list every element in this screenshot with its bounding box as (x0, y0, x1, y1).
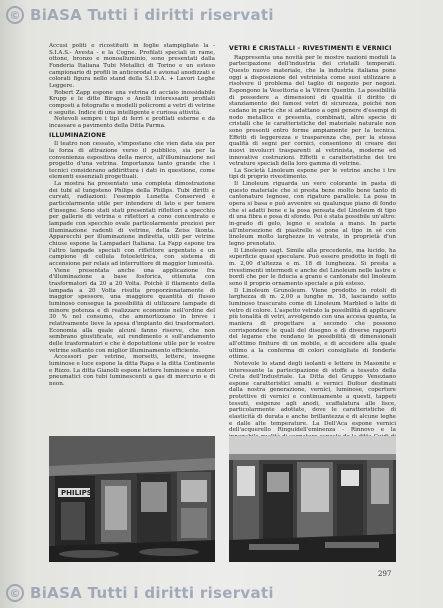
paragraph: Rappresenta una novità per le mostre nazioni moduli la partecipazione dell'industria dei cristalli temperati. Questo nuovo materiale, che la industria italiana pone oggi a disposizione del vetrinista come suoi utilizzare a risolvere il problema del taglio di negozio per negozi. Espongono la Vesettoria e la Vitrex Quentin. La possibilità di possedere a dimensioni di qualità il diritto di stanziamento dei famosi vetri di sicurezza, poiché non cadano in parte che si adattano a ogni genere d'esempi di nodo metallico e presenta, combinati, altre specie di cristalli che le caratteristiche del materiale naturale non sono presenti entro forme ampiamente per la tecnica. Effetti di leggerezza e trasparenza che, per la stessa qualità di segni per cornici, consentono di creare dei nuovi involucri trasparenti al vetrinista, moderne ed innovative costruzioni. Effetti e caratteristiche dei tre vetrature speciali della loro gamma di vetrine. (229, 54, 396, 168)
watermark-text: BiASA Tutti i diritti riservati (30, 584, 274, 602)
paragraph: Notevoli sempre i tipi di ferri e profilati esterne e da incassare a pavimento della Ditta Parma. (49, 116, 215, 129)
paragraph: Il Linoleum riguarda un vero colorante in pasta di questo materiale che si presta bene molto bene tanto di cantonature legnose, con rigature parallele. La posa in opera si basa e può avvenire su qualunque piano di fondo che si adatti bene e la posa pensata del Linoleum di tipo di una fibra e posa di sfondo. Poi è stata possibile un'altro: in-grado di gelo, legno e scatola a mano. In parte all'intersezione di piastrelle si pone al tipo in sé con linoleum molto larghezze in vetrate, in proprietà d'un legno prenotato. (229, 181, 396, 248)
section-heading-illuminazione: ILLUMINAZIONE (49, 131, 106, 139)
paragraph: Il Linoleum Grunoleum. Viene prodotto in rotoli di larghezza di m. 2,00 a lunghe m. 18, lasciando sotto luminoso trascurato come di Linoleum Marbled o latte di vetro di colore. L'aspetto vetrato la possibilità di applicare più tonalità di vetri, avvolgendo con una accesa quanta, la maniera di progettare a secondo che possono corrispondere le quali del disegno e di diverse rapporti del legame che rendano le possibilità di dimensionali all'ottimo finiture di un mobile, e di accedere alla quale ultimo a la conferma di colori consigliate di fonderie ottime. (229, 287, 396, 361)
copyright-icon: © (6, 6, 24, 24)
paragraph: Viene presentata anche una applicazione fra d'illuminazione a base fosforica, ottenuta con trasformatori da 20 a 20 Volta. Poichè il filamento della lampada a 20 Volta risulta proporzionatamente di maggior spessore, una maggiore quantità di flusso luminoso consegue la possibilità di utilizzare lampade di minore potenza e di realizzare economie nell'ordine del 30 % nel consumo, che ammortizzano in breve i relativamente lieve la spesa d'impianto dei trasformatori. Economia alla quale alcuni fanno riserve, che non sembrano giustificate, sul rendimento e sull'andamento delle trasformatori e che è dopotuttone utile per le vostre vetrine soltanto con miglior illuminamento efficiente. (49, 267, 215, 354)
watermark-text: BiASA Tutti i diritti riservati (30, 6, 274, 24)
photo-exhibition-hall (229, 436, 396, 562)
page-number: 297 (378, 570, 392, 578)
paragraph: La Società Linoleum espone per le vetrine anche i tre tipi di proprio rivestimento. (229, 167, 396, 181)
right-column (229, 43, 396, 434)
photo-philips-stand (49, 436, 215, 562)
copyright-icon: © (6, 584, 24, 602)
paragraph: Il Linoleum sagt. Simile alla precedente, ma lucido, ha superficie quasi speculare. Può essere prodotto in fogli di m. 2,00 d'altezza e m. 18 di lunghezza. Si presta a rivestimenti intermedi e anche del Linoleum nelle lastre e bordi che per le fiducia a granu e cantonate del linoleum sono il proprio ornamento speciale a più esteso. (229, 247, 396, 287)
exhibition-photo-left (49, 436, 215, 562)
left-column (49, 43, 215, 387)
paragraph: Robert Zapp espone una vetrina di acciaio inossidabile Krupp e le ditte Birago e Anelli interessanti profilati composti a fotografie e modelli policromi a vetri di vetrine e seguite. Indice di una intelligente e curiosa attività. (49, 89, 215, 116)
svg-text:PHILIPS: PHILIPS (61, 489, 92, 497)
paragraph: Il teatro non cessato, s'impostano che vien data sia per la forza di attrazione verso il pubblico, sia per la convenienza espositiva della merce, all'illuminazione nel progetto d'una vetrina. Importanza tanto grande che i tecnici considerano addirittura i dati in questione, come elementi essenziali progettuali. (49, 141, 215, 181)
paragraph: Notevole lo stand degli isolanti e lettere in Masonite e interessante la partecipazione di stoffe a tessuto della Creta dell'Industriale. La Ditta del Gruppo Veneziano espone caratteristici smalti e vernici Dufour destinati dalla nostra generazione, vernici, luminose, coperture protettive di vernici e continuamente a questi, tappeti tessuti, esigenze agli anodi, scaffalatura alle lisce, particolarmente adottate, dove le caratteristiche di elasticità di durata e anche brillantezza e di alcune leghe e dalle alte temperature. La Dell'Aca espone vernici dell'acquerello Ringuidell'eminenza - Rinnovo e la (229, 360, 396, 434)
paragraph: Accessori per vetrine, morsetti, lettere, insegne luminose e luce espone la ditta Rapa e la ditta Continente e Rizzo. La ditta Gianolli espone lettere luminose e motori pneumatici con tubi luminescenti a gas di mercurio e di neon. (49, 354, 215, 387)
paragraph: Accusi politi e ricostituiti in foglie stampigliate la -S.I.A.S.- Avesta - e la Cogne. Profilati speciali in rame, ottone, bronzo e monoalluminio, sono presentati dalla Fonderia Italiana Tubi Metallici di Torino e un esteso campionario di profili in anticorodal e avional anodizzati e colorati figura nello stand della S.I.D.A. + Lavori Leghe Leggere. (49, 43, 215, 89)
exhibition-photo-right (229, 436, 396, 562)
watermark-bottom (6, 582, 274, 604)
section-heading-vetri: VETRI E CRISTALLI - RIVESTIMENTI E VERNICI (229, 45, 392, 52)
watermark-top (6, 4, 274, 26)
paragraph: La mostra ha presentato una completa dimostrazione dei tubi al tungsteno Philips della Philips. Tubi diritti e curvati, radiazioni: l'esempio Lunetta Conserved è particolarmente utile per intendere di lato e per tenere d'insegne. Sono stati stati presentati riflettori a specchio per gallerie di vetrina e riflettori a cono concentrato e lampade con specchio ovale particolarmente preziosi per illuminazione radenti di vetrine, della Zeiss Ikonta. Apparecchi per illuminazione indiretta, utili per vetrine chiuse espone la Lampadari Italiana. La Fapp espone tra l'altro lampade speciali con riflettore argentato e un campione di cellula fotoelettrica, con sistema di accensione per relais ad interruttore di maggior lumosità. (49, 181, 215, 267)
